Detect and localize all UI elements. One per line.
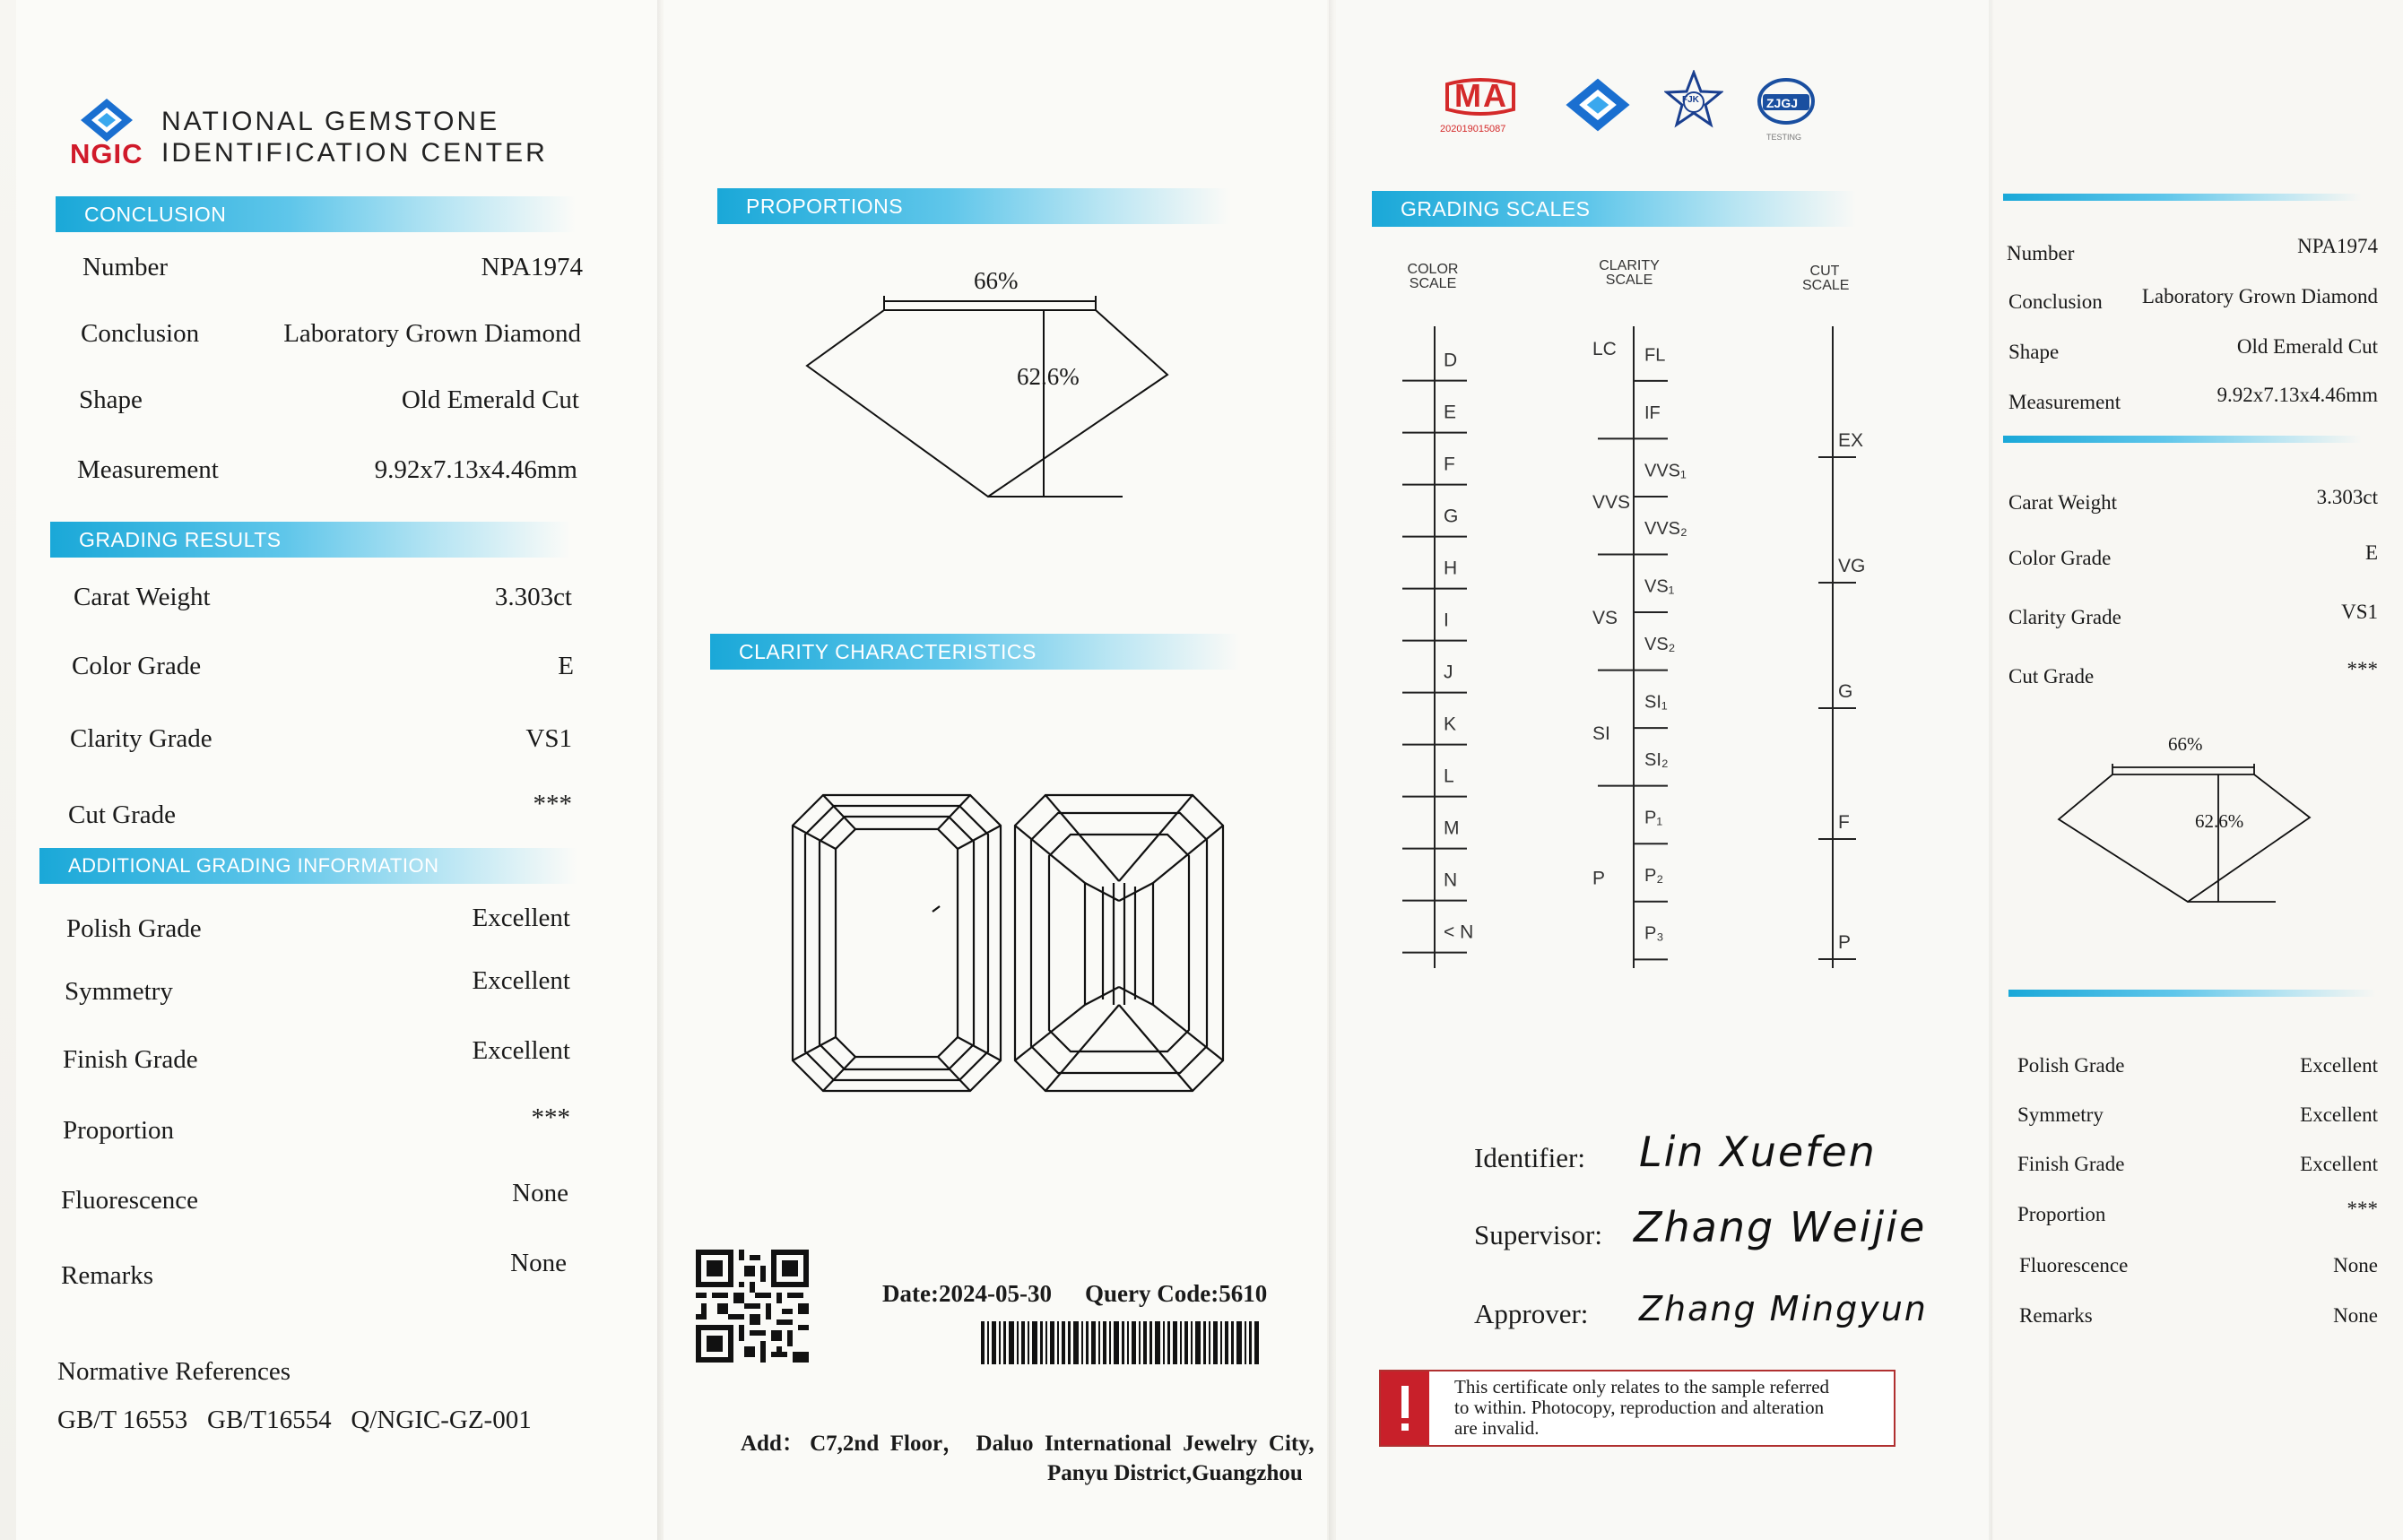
label: Color Grade xyxy=(2008,547,2112,569)
color-grade-label: M xyxy=(1444,818,1460,839)
value: NPA1974 xyxy=(481,253,583,281)
normative-references: GB/T 16553 GB/T16554 Q/NGIC-GZ-001 xyxy=(57,1406,532,1434)
value: *** xyxy=(533,790,572,818)
identifier-signature: Lin Xuefen xyxy=(1639,1128,1877,1176)
summary-depth-percent: 62.6% xyxy=(2195,810,2244,832)
value: None xyxy=(510,1249,567,1277)
color-grade-label: F xyxy=(1444,454,1455,475)
value: Old Emerald Cut xyxy=(401,385,579,414)
supervisor-label: Supervisor: xyxy=(1474,1219,1602,1250)
depth-percent: 62.6% xyxy=(1017,363,1080,390)
cut-grade-label: EX xyxy=(1838,430,1864,451)
label: Symmetry xyxy=(2017,1103,2104,1126)
value: None xyxy=(2333,1254,2378,1276)
label: CLARITY xyxy=(1599,258,1660,273)
label: Finish Grade xyxy=(2017,1153,2125,1175)
cma-number: 202019015087 xyxy=(1440,124,1506,134)
clarity-group-label: VVS xyxy=(1592,491,1631,513)
clarity-group-label: VS xyxy=(1592,607,1618,628)
qr-code-icon xyxy=(696,1250,809,1363)
zjgj-text: ZJGJ xyxy=(1766,96,1799,110)
label: SCALE xyxy=(1409,276,1457,291)
star-seal-text: FJK xyxy=(1682,95,1699,105)
org-abbr: NGIC xyxy=(70,138,143,169)
color-grade-label: G xyxy=(1444,506,1459,527)
notice-box xyxy=(1379,1370,1896,1447)
color-scale-title xyxy=(1406,263,1460,291)
summary-proportion-diagram xyxy=(2053,753,2313,914)
normative-references-title: Normative References xyxy=(57,1357,291,1386)
org-name-line1: NATIONAL GEMSTONE xyxy=(161,107,500,136)
label: Finish Grade xyxy=(63,1045,198,1074)
label: SCALE xyxy=(1802,278,1850,293)
summary-divider xyxy=(2003,194,2362,201)
label: Shape xyxy=(79,385,143,414)
value: *** xyxy=(531,1103,570,1132)
grading-results-header: GRADING RESULTS xyxy=(50,522,570,558)
color-grade-label: I xyxy=(1444,610,1449,631)
clarity-plot-crown-icon xyxy=(791,793,1002,1093)
query-code: Query Code:5610 xyxy=(1085,1280,1268,1307)
clarity-grade-label: SI₁ xyxy=(1644,692,1668,713)
value: Laboratory Grown Diamond xyxy=(2141,285,2378,307)
label: Clarity Grade xyxy=(70,724,213,753)
label: Color Grade xyxy=(72,652,202,680)
cut-grade-label: G xyxy=(1838,681,1853,702)
fold-line xyxy=(657,0,663,1540)
label: CUT xyxy=(1809,264,1840,279)
issue-date: Date:2024-05-30 xyxy=(882,1280,1052,1307)
color-grade-label: L xyxy=(1444,766,1454,787)
identifier-label: Identifier: xyxy=(1474,1142,1585,1173)
proportions-header: PROPORTIONS xyxy=(717,188,1228,224)
value: Excellent xyxy=(472,966,570,995)
value: 3.303ct xyxy=(494,583,572,611)
summary-divider xyxy=(2008,990,2376,997)
fold-line xyxy=(1329,0,1334,1540)
label: Measurement xyxy=(2008,391,2121,413)
warning-icon xyxy=(1381,1371,1429,1445)
label: Cut Grade xyxy=(2008,665,2095,688)
label: Carat Weight xyxy=(2008,491,2117,514)
clarity-grade-label: P₃ xyxy=(1644,923,1664,944)
label: Clarity Grade xyxy=(2008,606,2121,628)
value: 9.92x7.13x4.46mm xyxy=(374,455,577,484)
table-percent: 66% xyxy=(974,267,1019,294)
label: Cut Grade xyxy=(68,800,176,829)
label: Remarks xyxy=(2019,1304,2093,1327)
cut-grade-label: VG xyxy=(1838,556,1866,576)
clarity-grade-label: P₂ xyxy=(1644,866,1664,887)
conclusion-header: CONCLUSION xyxy=(56,196,576,232)
label: Remarks xyxy=(61,1261,154,1290)
label: Carat Weight xyxy=(74,583,211,611)
value: Excellent xyxy=(2300,1153,2378,1175)
value: Excellent xyxy=(472,1036,570,1065)
color-grade-label: J xyxy=(1444,662,1453,683)
cut-scale-title xyxy=(1802,264,1850,293)
clarity-scale-title xyxy=(1598,259,1661,288)
clarity-grade-label: VVS₂ xyxy=(1644,518,1687,539)
label: SCALE xyxy=(1605,273,1653,288)
value: Excellent xyxy=(2300,1054,2378,1077)
value: Old Emerald Cut xyxy=(2236,335,2378,358)
cut-grade-label: P xyxy=(1838,932,1852,953)
address-line1: Add： C7,2nd Floor， Daluo International Jewelry City, xyxy=(741,1432,1314,1456)
label: Polish Grade xyxy=(66,914,202,943)
clarity-grade-label: FL xyxy=(1644,345,1666,366)
clarity-plot-pavilion-icon xyxy=(1013,793,1225,1093)
label: Proportion xyxy=(2017,1203,2106,1225)
color-grade-label: N xyxy=(1444,869,1458,891)
color-grade-label: D xyxy=(1444,350,1458,371)
label: Number xyxy=(2007,242,2075,264)
notice-line: to within. Photocopy, reproduction and alteration xyxy=(1454,1397,1825,1418)
value: 9.92x7.13x4.46mm xyxy=(2216,384,2378,406)
label: Number xyxy=(82,253,169,281)
label: Conclusion xyxy=(2008,290,2103,313)
grading-scales-chart xyxy=(1381,314,1955,977)
color-grade-label: < N xyxy=(1444,921,1474,943)
ngic-logo-icon xyxy=(79,97,134,143)
clarity-grade-label: IF xyxy=(1644,402,1661,423)
additional-grading-header: ADDITIONAL GRADING INFORMATION xyxy=(39,848,577,884)
supervisor-signature: Zhang Weijie xyxy=(1634,1203,1927,1251)
value: None xyxy=(2333,1304,2378,1327)
label: COLOR xyxy=(1407,262,1459,277)
clarity-grade-label: VS₁ xyxy=(1644,576,1675,597)
value: NPA1974 xyxy=(2297,235,2378,257)
value: None xyxy=(512,1179,568,1207)
label: Fluorescence xyxy=(61,1186,198,1215)
clarity-grade-label: SI₂ xyxy=(1644,750,1669,771)
color-grade-label: K xyxy=(1444,714,1457,735)
value: VS1 xyxy=(2341,601,2378,623)
clarity-group-label: LC xyxy=(1592,338,1617,359)
proportion-diagram xyxy=(798,269,1184,511)
label: Shape xyxy=(2008,341,2060,363)
value: Excellent xyxy=(472,904,570,932)
value: Laboratory Grown Diamond xyxy=(283,319,581,348)
value: *** xyxy=(2347,1198,2378,1220)
org-name-line2: IDENTIFICATION CENTER xyxy=(161,138,548,168)
notice-line: are invalid. xyxy=(1454,1417,1540,1439)
color-grade-label: E xyxy=(1444,402,1457,423)
cma-text: MA xyxy=(1454,77,1508,114)
clarity-grade-label: P₁ xyxy=(1644,808,1663,828)
value: VS1 xyxy=(525,724,572,753)
value: E xyxy=(558,652,574,680)
clarity-characteristics-header: CLARITY CHARACTERISTICS xyxy=(710,634,1239,670)
diamond-logo-icon xyxy=(1564,75,1632,134)
label: Proportion xyxy=(63,1116,175,1145)
approver-signature: Zhang Mingyun xyxy=(1639,1289,1928,1328)
value: Excellent xyxy=(2300,1103,2378,1126)
notice-line: This certificate only relates to the sample referred xyxy=(1454,1376,1830,1397)
value: 3.303ct xyxy=(2316,486,2378,508)
fold-line xyxy=(1989,0,1994,1540)
grading-scales-header: GRADING SCALES xyxy=(1372,191,1856,227)
summary-divider xyxy=(2003,436,2362,443)
cut-grade-label: F xyxy=(1838,812,1850,833)
label: Measurement xyxy=(77,455,219,484)
barcode-icon xyxy=(981,1321,1262,1364)
value: E xyxy=(2364,541,2378,564)
clarity-grade-label: VS₂ xyxy=(1644,635,1676,654)
approver-label: Approver: xyxy=(1474,1298,1589,1329)
clarity-grade-label: VVS₁ xyxy=(1644,461,1687,481)
clarity-group-label: SI xyxy=(1592,723,1610,745)
label: Conclusion xyxy=(81,319,200,348)
label: Symmetry xyxy=(65,977,173,1006)
label: Polish Grade xyxy=(2017,1054,2125,1077)
address-line2: Panyu District,Guangzhou xyxy=(1047,1461,1303,1485)
label: Fluorescence xyxy=(2019,1254,2129,1276)
notice-text xyxy=(1454,1377,1885,1439)
zjgj-sub: TESTING xyxy=(1766,133,1802,142)
color-grade-label: H xyxy=(1444,558,1458,579)
value: *** xyxy=(2347,658,2378,680)
summary-table-percent: 66% xyxy=(2168,733,2203,755)
clarity-group-label: P xyxy=(1592,868,1606,889)
